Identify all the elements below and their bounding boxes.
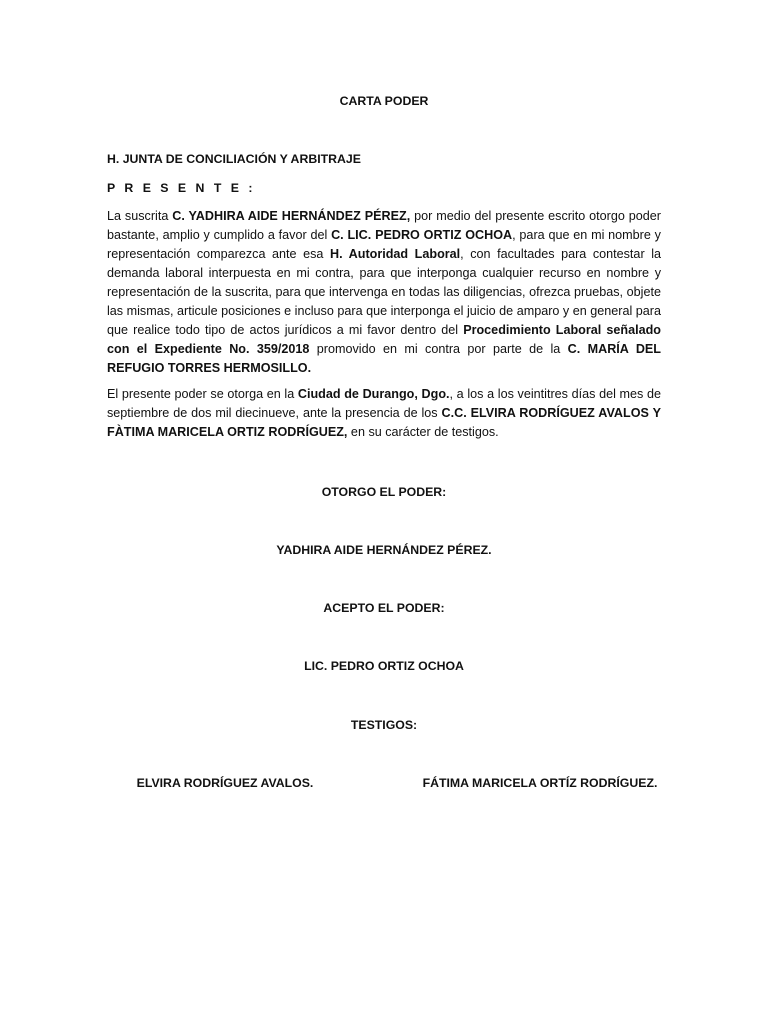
witness-2-name: FÁTIMA MARICELA ORTÍZ RODRÍGUEZ.	[422, 776, 658, 790]
grantee-name: LIC. PEDRO ORTIZ OCHOA	[304, 659, 464, 673]
p1-text-4: , con facultades para contestar la demanda laboral interpuesta en mi contra, para que interponga cualquier recurso en nombre y representación de la suscrita, para que intervenga en todas las diligencias, ofrezca pruebas, objete las mismas, articule posiciones e incluso para que interponga el juicio de amparo y en general para que realice todo tipo de actos jurídicos a mi favor dentro del	[107, 247, 661, 337]
body-paragraph-2	[107, 385, 661, 442]
p2-text-1: El presente poder se otorga en la	[107, 387, 298, 401]
p1-bold-grantor: C. YADHIRA AIDE HERNÁNDEZ PÉREZ,	[172, 209, 411, 223]
salutation: P R E S E N T E :	[107, 181, 256, 195]
p1-text-2: por medio del presente escrito otorgo poder bastante, amplio y cumplido a favor del	[107, 209, 661, 242]
document-title: CARTA PODER	[339, 94, 429, 108]
p1-bold-authority: H. Autoridad Laboral	[329, 247, 461, 261]
p1-bold-counterparty: C. MARÍA DEL REFUGIO TORRES HERMOSILLO.	[107, 342, 662, 375]
addressee: H. JUNTA DE CONCILIACIÓN Y ARBITRAJE	[107, 152, 361, 166]
p1-text-5: promovido en mi contra por parte de la	[309, 342, 568, 356]
p2-text-2: , a los a los veintitres días del mes de septiembre de dos mil diecinueve, ante la presencia de los	[107, 387, 662, 420]
p2-bold-city: Ciudad de Durango, Dgo.	[297, 387, 450, 401]
p1-text-3: , para que en mi nombre y representación comparezca ante esa	[107, 228, 661, 261]
body-paragraph-1	[107, 207, 661, 378]
grantor-heading: OTORGO EL PODER:	[321, 485, 447, 499]
p1-bold-procedure: Procedimiento Laboral señalado con el Expediente No. 359/2018	[107, 323, 661, 356]
witness-1-name: ELVIRA RODRÍGUEZ AVALOS.	[136, 776, 314, 790]
grantor-name: YADHIRA AIDE HERNÁNDEZ PÉREZ.	[276, 543, 492, 557]
p1-text-1: La suscrita	[107, 209, 173, 223]
p2-text-3: en su carácter de testigos.	[347, 425, 499, 439]
grantee-heading: ACEPTO EL PODER:	[323, 601, 445, 615]
p1-bold-grantee: C. LIC. PEDRO ORTIZ OCHOA	[331, 228, 513, 242]
p2-bold-witnesses: C.C. ELVIRA RODRÍGUEZ AVALOS Y FÀTIMA MARICELA ORTIZ RODRÍGUEZ,	[107, 406, 661, 439]
witnesses-heading: TESTIGOS:	[350, 718, 418, 732]
